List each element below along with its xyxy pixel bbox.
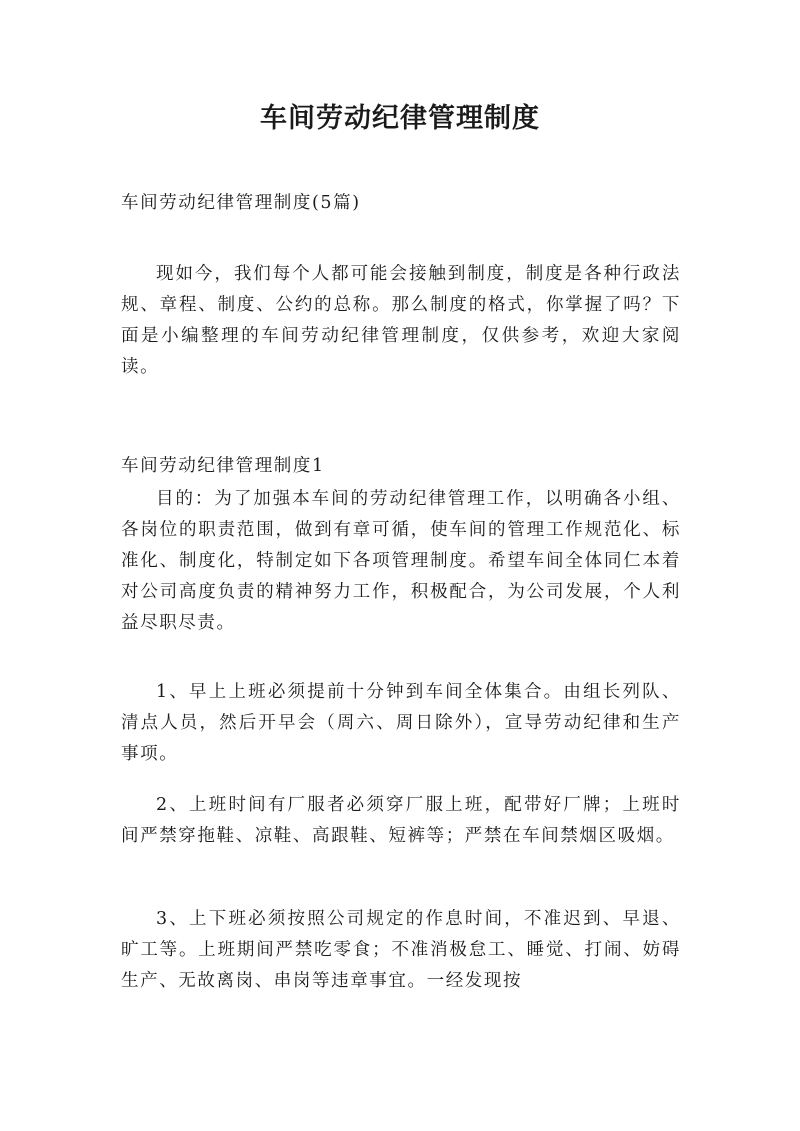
- rule-paragraph-3: 3、上下班必须按照公司规定的作息时间，不准迟到、早退、旷工等。上班期间严禁吃零食；不准消极怠工、睡觉、打闹、妨碍生产、无故离岗、串岗等违章事宜。一经发现按: [121, 909, 681, 991]
- rule-paragraph-2: 2、上班时间有厂服者必须穿厂服上班，配带好厂牌；上班时间严禁穿拖鞋、凉鞋、高跟鞋、短裤等；严禁在车间禁烟区吸烟。: [121, 795, 681, 846]
- purpose-paragraph: 目的：为了加强本车间的劳动纪律管理工作，以明确各小组、各岗位的职责范围，做到有章可循，使车间的管理工作规范化、标准化、制度化，特制定如下各项管理制度。希望车间全体同仁本着对公司高度负责的精神努力工作，积极配合，为公司发展，个人利益尽职尽责。: [121, 489, 681, 633]
- section-heading: 车间劳动纪律管理制度1: [121, 456, 325, 476]
- rule-paragraph-1: 1、早上上班必须提前十分钟到车间全体集合。由组长列队、清点人员，然后开早会（周六、周日除外），宣导劳动纪律和生产事项。: [121, 682, 681, 764]
- page-title: 车间劳动纪律管理制度: [260, 103, 540, 134]
- document-subtitle: 车间劳动纪律管理制度(5篇): [121, 193, 361, 213]
- intro-paragraph: 现如今，我们每个人都可能会接触到制度，制度是各种行政法规、章程、制度、公约的总称。那么制度的格式，你掌握了吗？下面是小编整理的车间劳动纪律管理制度，仅供参考，欢迎大家阅读。: [121, 264, 681, 377]
